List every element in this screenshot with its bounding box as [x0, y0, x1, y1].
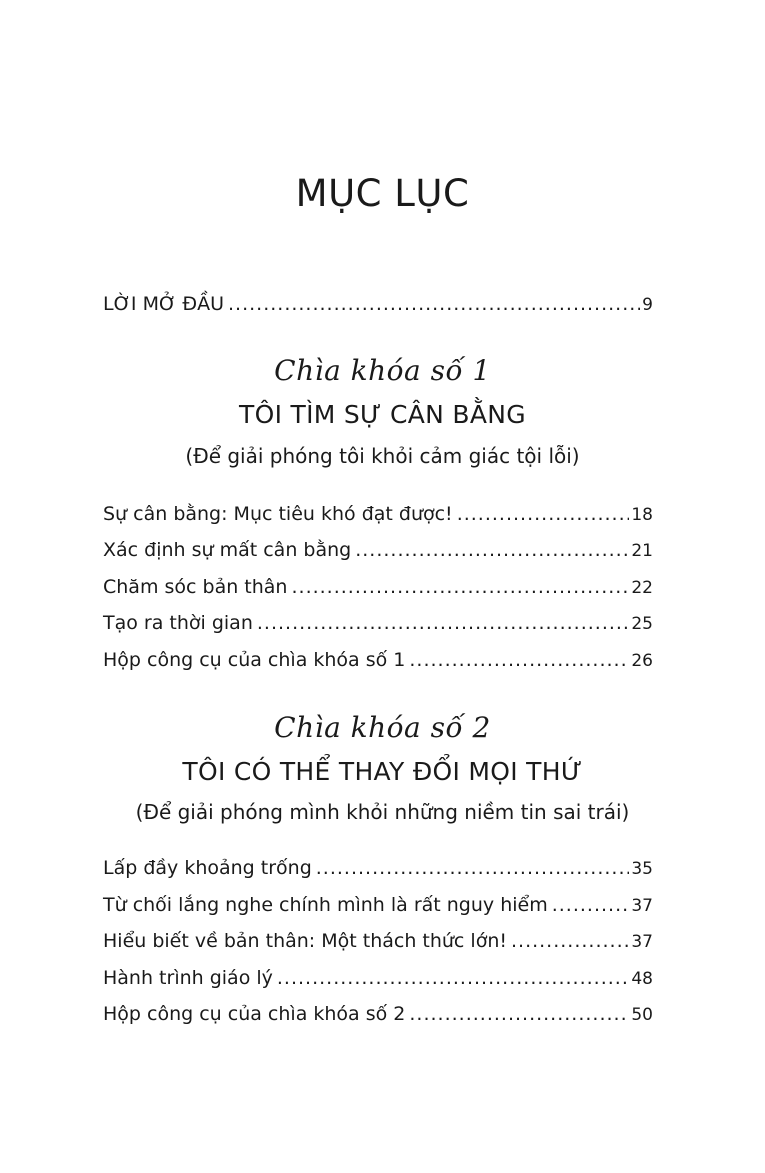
chapter-title-1: TÔI TÌM SỰ CÂN BẰNG: [239, 400, 526, 429]
toc-entry[interactable]: [103, 574, 653, 601]
toc-entry[interactable]: [103, 537, 653, 564]
dot-leader: [316, 855, 630, 881]
dot-leader: [228, 291, 640, 317]
toc-entry[interactable]: [103, 1001, 653, 1028]
toc-entry-page: 37: [631, 896, 653, 916]
toc-entry-page: 35: [631, 859, 653, 879]
key-label-2: Chìa khóa số 2: [274, 711, 491, 744]
toc-entry-page: 48: [631, 969, 653, 989]
toc-entry[interactable]: [103, 965, 653, 992]
toc-entry-title: Từ chối lắng nghe chính mình là rất nguy hiểm: [103, 894, 548, 916]
key-label-1: Chìa khóa số 1: [274, 354, 491, 387]
chapter-subtitle-2: (Để giải phóng mình khỏi những niềm tin sai trái): [135, 800, 630, 824]
toc-entry-title: Hộp công cụ của chìa khóa số 1: [103, 649, 406, 671]
dot-leader: [409, 1001, 629, 1027]
toc-entry[interactable]: [103, 501, 653, 528]
toc-entry-page: 9: [642, 295, 653, 315]
toc-entry[interactable]: [103, 855, 653, 882]
dot-leader: [355, 537, 629, 563]
toc-entry-page: 18: [631, 505, 653, 525]
toc-entry-page: 37: [631, 932, 653, 952]
toc-entry-page: 22: [631, 578, 653, 598]
toc-entry-title: Hiểu biết về bản thân: Một thách thức lớn!: [103, 930, 507, 952]
toc-entry-page: 25: [631, 614, 653, 634]
toc-entry[interactable]: [103, 892, 653, 919]
toc-entry-title: LỜI MỞ ĐẦU: [103, 293, 224, 315]
toc-entry-page: 50: [631, 1005, 653, 1025]
dot-leader: [277, 965, 629, 991]
toc-entry-title: Hộp công cụ của chìa khóa số 2: [103, 1003, 406, 1025]
toc-entry-page: 21: [631, 541, 653, 561]
dot-leader: [257, 610, 629, 636]
toc-entry[interactable]: [103, 610, 653, 637]
toc-entry-title: Tạo ra thời gian: [103, 612, 253, 634]
toc-entry-intro[interactable]: [103, 291, 653, 318]
toc-entry-page: 26: [631, 651, 653, 671]
dot-leader: [457, 501, 630, 527]
toc-entry-title: Sự cân bằng: Mục tiêu khó đạt được!: [103, 503, 453, 525]
toc-entry-title: Lấp đầy khoảng trống: [103, 857, 312, 879]
toc-entry-title: Xác định sự mất cân bằng: [103, 539, 352, 561]
dot-leader: [409, 647, 629, 673]
dot-leader: [291, 574, 629, 600]
chapter-title-2: TÔI CÓ THỂ THAY ĐỔI MỌI THỨ: [182, 757, 583, 786]
toc-entry[interactable]: [103, 647, 653, 674]
dot-leader: [511, 928, 629, 954]
toc-entry-title: Chăm sóc bản thân: [103, 576, 288, 598]
chapter-subtitle-1: (Để giải phóng tôi khỏi cảm giác tội lỗi): [185, 444, 580, 468]
dot-leader: [552, 892, 630, 918]
page-title: MỤC LỤC: [295, 172, 470, 215]
toc-entry[interactable]: [103, 928, 653, 955]
toc-entry-title: Hành trình giáo lý: [103, 967, 273, 989]
